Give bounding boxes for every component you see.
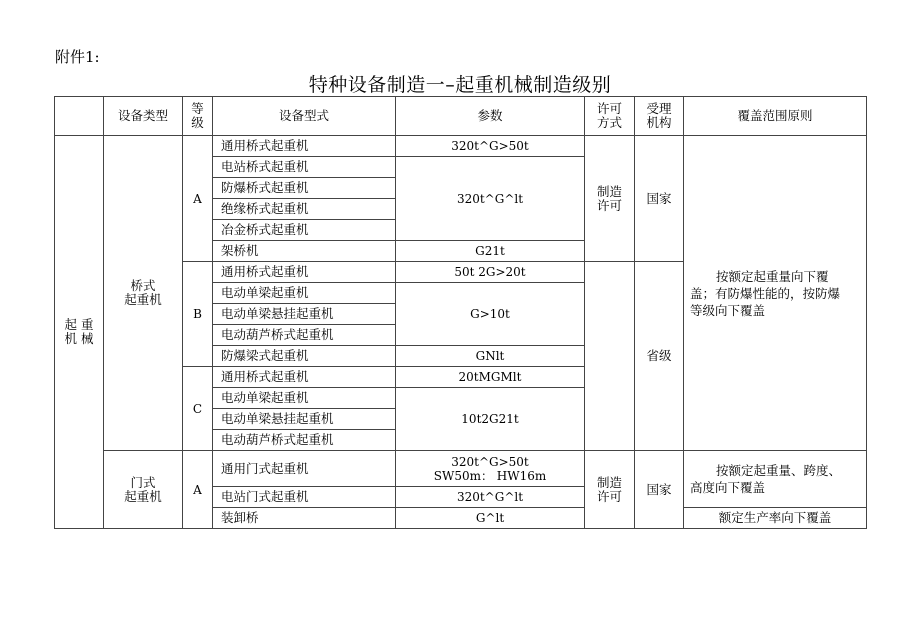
device-form-cell: 冶金桥式起重机 (213, 220, 396, 241)
param-cell: G>10t (396, 283, 585, 346)
authority-gantry-cell: 国家 (635, 451, 684, 529)
category-line1: 起 重 (64, 317, 94, 332)
header-authority (635, 97, 684, 136)
page-title: 特种设备制造一–起重机械制造级别 (308, 74, 612, 96)
device-form-cell: 通用桥式起重机 (213, 262, 396, 283)
param-cell: 320t^G>50t (396, 136, 585, 157)
param-cell: 10t2G21t (396, 388, 585, 451)
device-form-cell: 电动单梁起重机 (213, 388, 396, 409)
grade-b-cell: B (183, 262, 213, 367)
grade-c-cell: C (183, 367, 213, 451)
permit-bridge-bc-cell (585, 262, 635, 451)
param-cell: 320t^G^lt (396, 157, 585, 241)
param-cell: G21t (396, 241, 585, 262)
device-form-cell: 电站门式起重机 (213, 487, 396, 508)
param-cell: 320t^G^lt (396, 487, 585, 508)
param-cell: 50t 2G>20t (396, 262, 585, 283)
param-cell: 20tMGMlt (396, 367, 585, 388)
table-row (55, 451, 867, 487)
manufacturing-grade-table (54, 96, 867, 529)
group-gantry-line1: 门式 (130, 474, 156, 490)
device-form-cell: 电站桥式起重机 (213, 157, 396, 178)
header-permit (585, 97, 635, 136)
grade-gantry-a-cell: A (183, 451, 213, 529)
device-form-cell: 通用门式起重机 (213, 451, 396, 487)
device-form-cell: 防爆桥式起重机 (213, 178, 396, 199)
header-permit-line1: 许可 (596, 101, 622, 116)
device-form-cell: 通用桥式起重机 (213, 367, 396, 388)
coverage-bridge-cell (684, 136, 867, 451)
param-cell: G^lt (396, 508, 585, 529)
header-blank (55, 97, 104, 136)
grade-a-cell: A (183, 136, 213, 262)
group-gantry-line2: 起重机 (124, 488, 162, 504)
header-permit-line2: 方式 (596, 115, 622, 130)
param-g1-line1: 320t^G>50t (451, 454, 529, 469)
coverage-loader-cell: 额定生产率向下覆盖 (684, 508, 867, 529)
device-form-cell: 通用桥式起重机 (213, 136, 396, 157)
device-form-cell: 架桥机 (213, 241, 396, 262)
header-authority-line2: 机构 (646, 115, 672, 130)
param-cell: GNlt (396, 346, 585, 367)
permit-bridge-a-cell (585, 136, 635, 262)
header-authority-line1: 受理 (646, 101, 672, 116)
device-form-cell: 电动单梁悬挂起重机 (213, 409, 396, 430)
authority-bridge-a-cell: 国家 (635, 136, 684, 262)
coverage-gantry-line2: 高度向下覆盖 (690, 480, 766, 495)
coverage-gantry-cell (684, 451, 867, 508)
coverage-bridge-line3: 等级向下覆盖 (690, 302, 766, 318)
device-form-cell: 电动葫芦桥式起重机 (213, 325, 396, 346)
group-bridge-line1: 桥式 (130, 278, 156, 293)
table-row (55, 136, 867, 157)
permit-gantry-line2: 许可 (596, 488, 622, 504)
group-bridge-line2: 起重机 (124, 292, 162, 307)
device-form-cell: 防爆梁式起重机 (213, 346, 396, 367)
header-coverage: 覆盖范围原则 (684, 97, 867, 136)
header-row (55, 97, 867, 136)
permit-line2: 许可 (596, 197, 622, 213)
header-grade-line1: 等 (191, 101, 204, 116)
device-form-cell: 装卸桥 (213, 508, 396, 529)
param-g1-line2: SW50m： HW16m (433, 468, 547, 483)
attachment-label: 附件1: (55, 48, 100, 66)
category-line2: 机 械 (64, 331, 94, 346)
device-form-cell: 绝缘桥式起重机 (213, 199, 396, 220)
coverage-gantry-line1: 按额定起重量、跨度、 (716, 463, 842, 478)
permit-gantry-cell (585, 451, 635, 529)
permit-line1: 制造 (596, 183, 622, 199)
device-form-cell: 电动单梁起重机 (213, 283, 396, 304)
group-bridge-cell (104, 136, 183, 451)
authority-bridge-bc-cell: 省级 (635, 262, 684, 451)
permit-gantry-line1: 制造 (596, 474, 622, 490)
header-device-form: 设备型式 (213, 97, 396, 136)
coverage-bridge-line1: 按额定起重量向下覆 (716, 268, 829, 284)
header-device-type: 设备类型 (104, 97, 183, 136)
group-gantry-cell (104, 451, 183, 529)
coverage-bridge-line2: 盖；有防爆性能的，按防爆 (690, 285, 841, 301)
device-form-cell: 电动葫芦桥式起重机 (213, 430, 396, 451)
param-cell (396, 451, 585, 487)
header-grade (183, 97, 213, 136)
header-params: 参数 (396, 97, 585, 136)
category-cell (55, 136, 104, 529)
device-form-cell: 电动单梁悬挂起重机 (213, 304, 396, 325)
header-grade-line2: 级 (191, 115, 204, 130)
